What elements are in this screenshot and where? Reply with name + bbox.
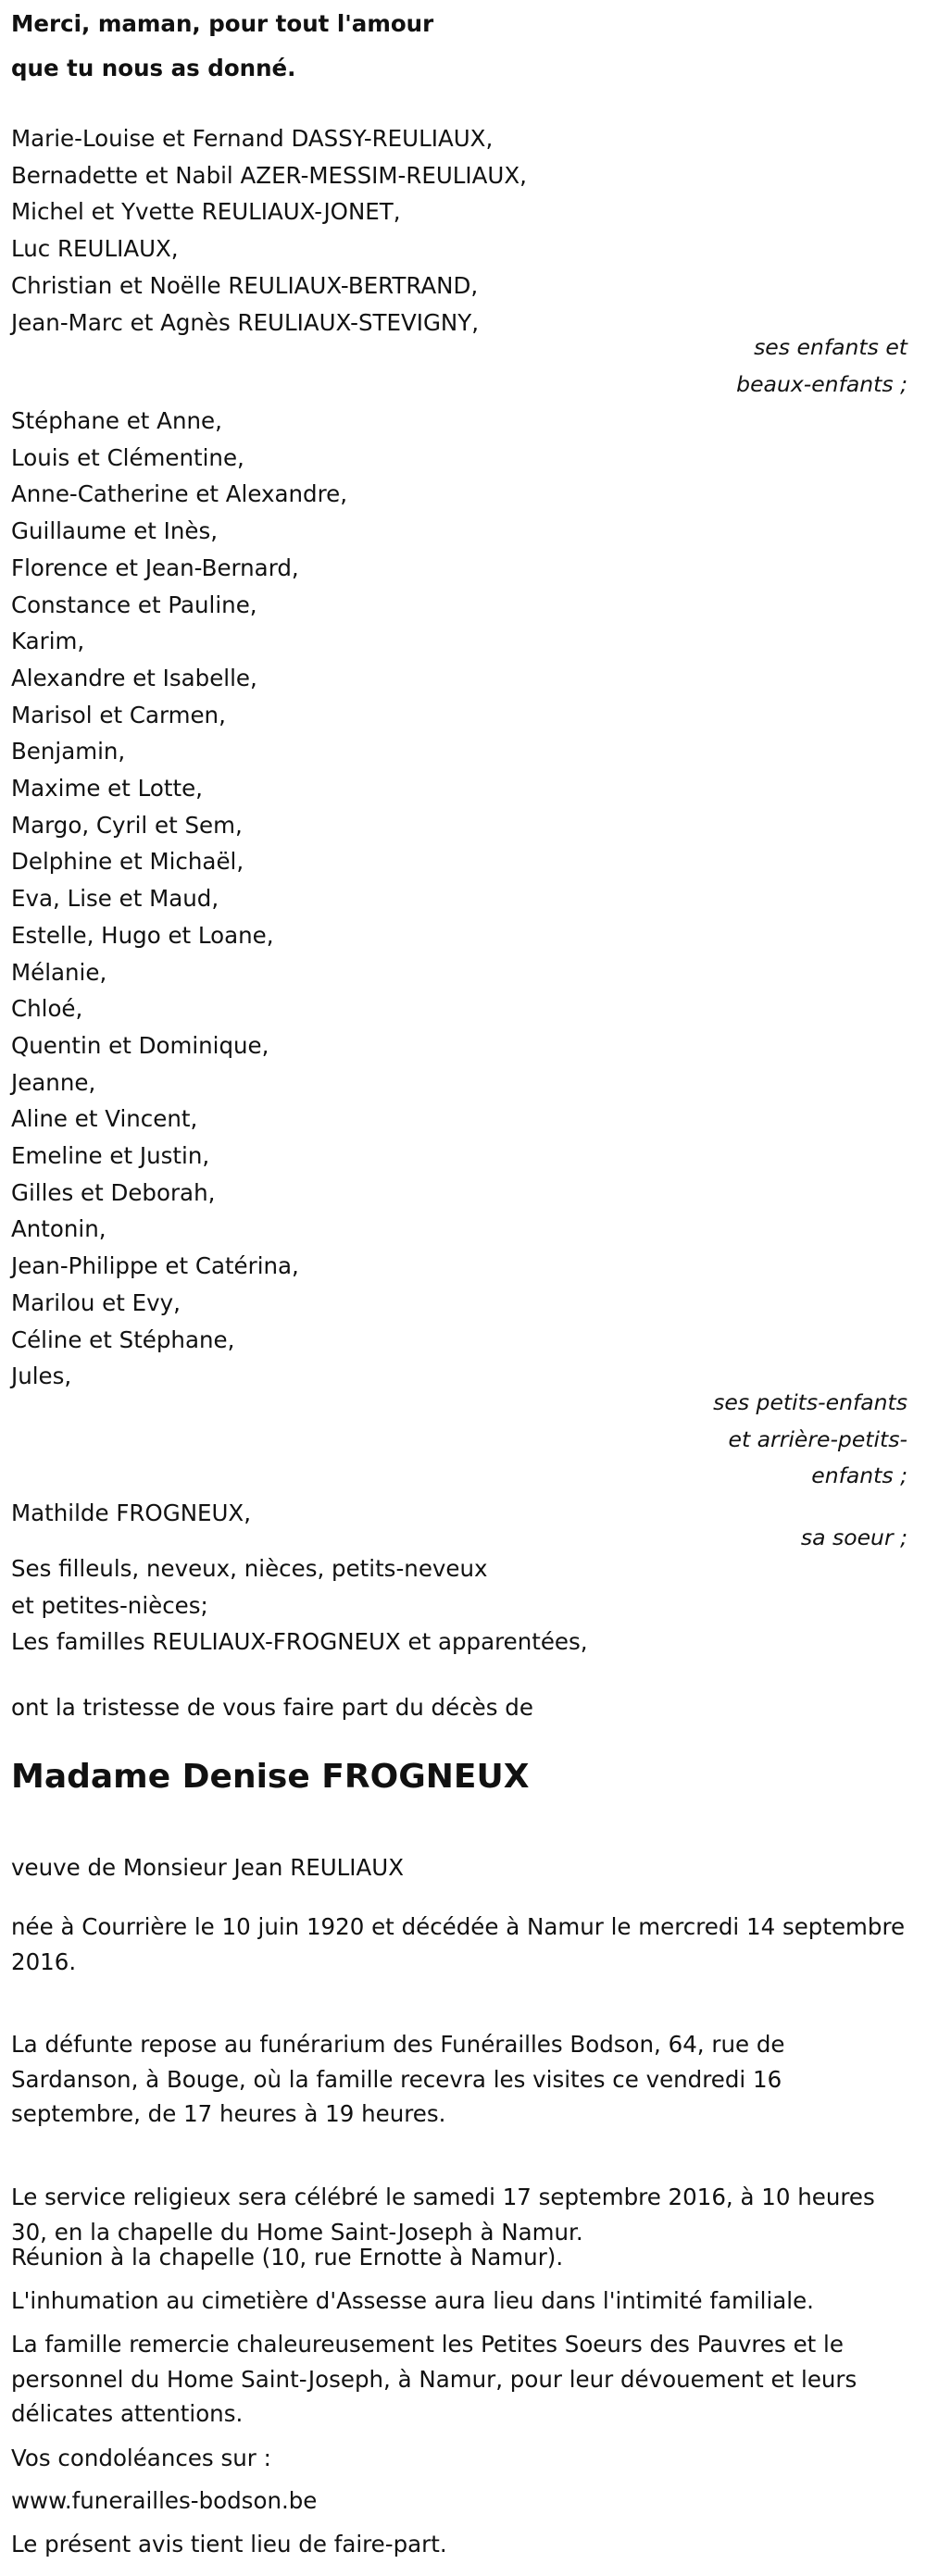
sister-role-line: sa soeur ; <box>800 1524 907 1550</box>
grandchildren-item: Stéphane et Anne, <box>11 407 222 434</box>
other-relatives <box>11 1550 588 1661</box>
grandchildren-item: Anne-Catherine et Alexandre, <box>11 480 347 508</box>
widow-of <box>11 1849 404 1886</box>
grandchildren-list <box>11 403 347 1395</box>
grandchildren-item: Aline et Vincent, <box>11 1105 198 1133</box>
sister-name: Mathilde FROGNEUX, <box>11 1500 252 1526</box>
dedication-line-2: que tu nous as donné. <box>11 55 296 81</box>
grandchildren-role <box>713 1385 907 1495</box>
birth-death-paragraph: née à Courrière le 10 juin 1920 et décédée à Namur le mercredi 14 septembre 2016. <box>11 1913 906 1975</box>
grandchildren-item: Antonin, <box>11 1215 106 1243</box>
grandchildren-role-line: ses petits-enfants <box>713 1389 907 1415</box>
grandchildren-item: Marilou et Evy, <box>11 1288 181 1316</box>
children-item: Marie-Louise et Fernand DASSY-REULIAUX, <box>11 125 494 152</box>
grandchildren-item: Emeline et Justin, <box>11 1142 210 1170</box>
grandchildren-item: Marisol et Carmen, <box>11 701 226 728</box>
children-role-line: ses enfants et <box>754 334 907 360</box>
thanks-paragraph: La famille remercie chaleureusement les Petites Soeurs des Pauvres et le personnel du Home Saint-Joseph, à Namur, pour leur dévouement et leurs délicates attentions. <box>11 2331 857 2427</box>
grandchildren-item: Benjamin, <box>11 738 126 765</box>
announcement-text: ont la tristesse de vous faire part du décès de <box>11 1694 533 1721</box>
widow-of-text: veuve de Monsieur Jean REULIAUX <box>11 1854 404 1881</box>
funerarium-paragraph: La défunte repose au funérarium des Funérailles Bodson, 64, rue de Sardanson, à Bouge, où la famille recevra les visites ce vendredi 16 septembre, de 17 heures à 19 heures. <box>11 2031 785 2127</box>
other-relatives-line: et petites-nièces; <box>11 1591 208 1619</box>
children-item: Jean-Marc et Agnès REULIAUX-STEVIGNY, <box>11 308 480 336</box>
notice-footer: Le présent avis tient lieu de faire-part. <box>11 2531 447 2557</box>
grandchildren-item: Louis et Clémentine, <box>11 443 244 471</box>
grandchildren-item: Estelle, Hugo et Loane, <box>11 921 274 949</box>
burial-paragraph: L'inhumation au cimetière d'Assesse aura lieu dans l'intimité familiale. <box>11 2287 814 2314</box>
children-role-line: beaux-enfants ; <box>736 370 907 397</box>
grandchildren-item: Alexandre et Isabelle, <box>11 664 257 691</box>
children-list <box>11 120 527 341</box>
grandchildren-item: Eva, Lise et Maud, <box>11 885 219 913</box>
grandchildren-item: Chloé, <box>11 995 83 1023</box>
dedication-line-1: Merci, maman, pour tout l'amour <box>11 10 434 37</box>
grandchildren-role-line: enfants ; <box>811 1462 907 1489</box>
reunion-paragraph: Réunion à la chapelle (10, rue Ernotte à Namur). <box>11 2244 564 2271</box>
children-item: Bernadette et Nabil AZER-MESSIM-REULIAUX, <box>11 161 527 189</box>
condolences-label: Vos condoléances sur : <box>11 2445 271 2471</box>
other-relatives-line: Ses filleuls, neveux, nièces, petits-neveux <box>11 1555 488 1582</box>
children-item: Luc REULIAUX, <box>11 235 179 263</box>
children-item: Michel et Yvette REULIAUX-JONET, <box>11 198 401 226</box>
grandchildren-item: Jeanne, <box>11 1068 96 1096</box>
grandchildren-role-line: et arrière-petits- <box>728 1425 907 1452</box>
grandchildren-item: Florence et Jean-Bernard, <box>11 554 299 581</box>
other-relatives-line: Les familles REULIAUX-FROGNEUX et apparentées, <box>11 1628 588 1656</box>
grandchildren-item: Maxime et Lotte, <box>11 775 203 803</box>
grandchildren-item: Céline et Stéphane, <box>11 1325 235 1353</box>
children-role <box>736 330 907 403</box>
grandchildren-item: Gilles et Deborah, <box>11 1178 216 1206</box>
grandchildren-item: Jean-Philippe et Catérina, <box>11 1252 299 1280</box>
announcement <box>11 1689 533 1726</box>
grandchildren-item: Karim, <box>11 628 85 655</box>
sister-entry <box>11 1495 251 1532</box>
grandchildren-item: Constance et Pauline, <box>11 591 257 618</box>
grandchildren-item: Margo, Cyril et Sem, <box>11 811 243 839</box>
service-paragraph: Le service religieux sera célébré le samedi 17 septembre 2016, à 10 heures 30, en la chapelle du Home Saint-Joseph à Namur. <box>11 2184 875 2246</box>
grandchildren-item: Guillaume et Inès, <box>11 517 219 545</box>
dedication-header <box>11 2 433 91</box>
grandchildren-item: Quentin et Dominique, <box>11 1031 269 1059</box>
sister-role <box>801 1520 907 1557</box>
grandchildren-item: Mélanie, <box>11 958 107 986</box>
children-item: Christian et Noëlle REULIAUX-BERTRAND, <box>11 271 479 299</box>
grandchildren-item: Jules, <box>11 1363 72 1390</box>
condolences-link[interactable]: www.funerailles-bodson.be <box>11 2487 318 2514</box>
grandchildren-item: Delphine et Michaël, <box>11 848 244 876</box>
deceased-name: Madame Denise FROGNEUX <box>11 1758 530 1796</box>
